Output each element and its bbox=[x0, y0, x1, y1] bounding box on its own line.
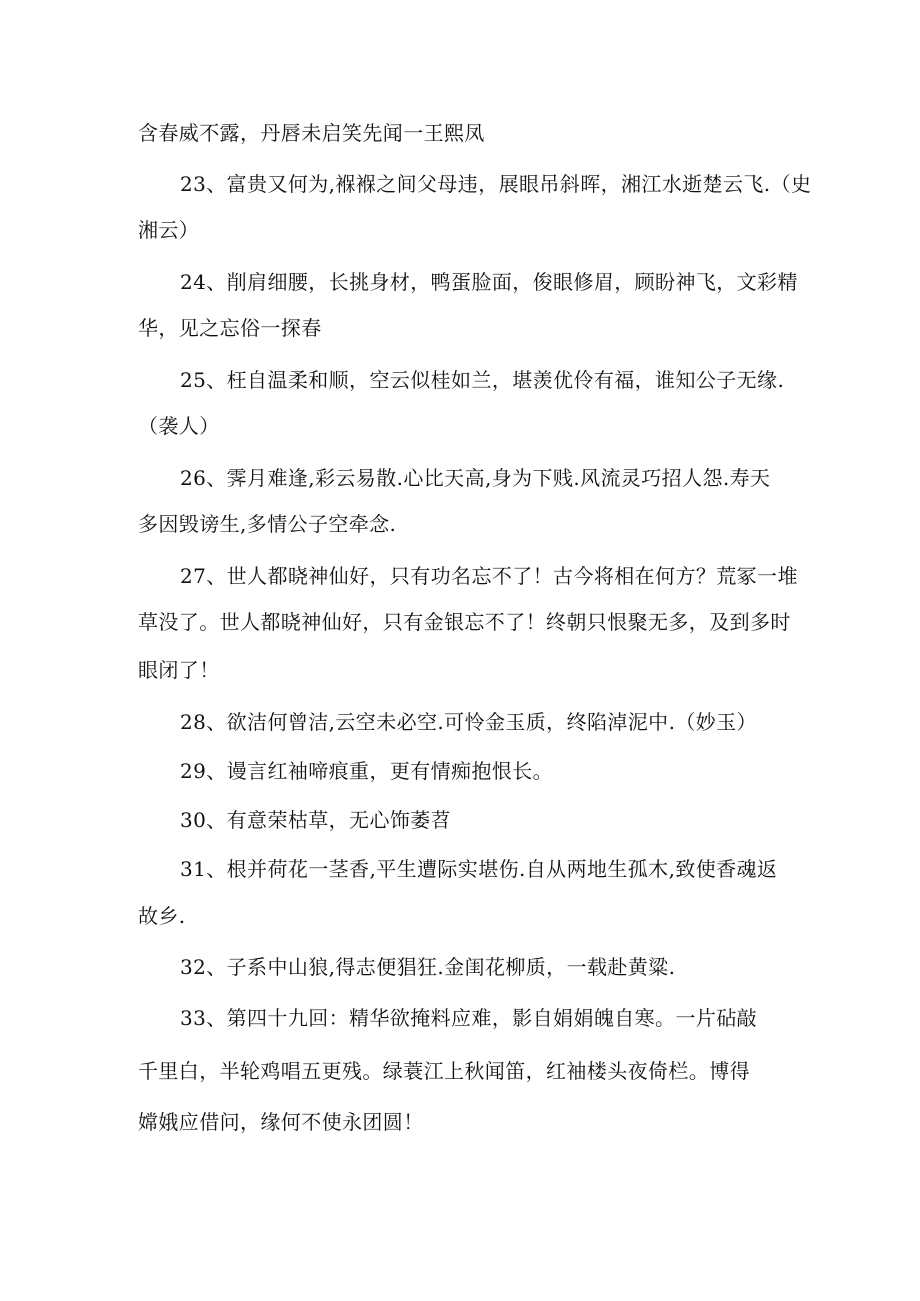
item-33-line-1: 33、第四十九回：精华欲掩料应难，影自娟娟魄自寒。一片砧敲 bbox=[180, 1006, 758, 1030]
item-31-line-1: 31、根并荷花一茎香,平生遭际实堪伤.自从两地生孤木,致使香魂返 bbox=[180, 857, 778, 881]
item-30-line: 30、有意荣枯草，无心饰萎苕 bbox=[180, 808, 452, 832]
item-32-line: 32、子系中山狼,得志便猖狂.金闺花柳质，一载赴黄粱. bbox=[180, 955, 676, 979]
item-23-line-2: 湘云） bbox=[138, 218, 200, 242]
text-line: 含春威不露，丹唇未启笑先闻一王熙凤 bbox=[138, 121, 485, 145]
item-25-line-2: （袭人） bbox=[138, 414, 220, 438]
item-33-line-3: 嫦娥应借问，缘何不使永团圆！ bbox=[138, 1110, 424, 1134]
item-29-line: 29、谩言红袖啼痕重，更有情痴抱恨长。 bbox=[180, 759, 554, 783]
item-23-line-1: 23、富贵又何为,褓褓之间父母违，展眼吊斜晖，湘江水逝楚云飞.（史 bbox=[180, 172, 812, 196]
item-24-line-2: 华，见之忘俗一探春 bbox=[138, 316, 322, 340]
item-27-line-3: 眼闭了！ bbox=[138, 658, 220, 682]
item-26-line-2: 多因毁谤生,多情公子空牵念. bbox=[138, 512, 397, 536]
item-33-line-2: 千里白，半轮鸡唱五更残。绿蓑江上秋闻笛，红袖楼头夜倚栏。博得 bbox=[138, 1059, 750, 1083]
item-26-line-1: 26、霁月难逢,彩云易散.心比天高,身为下贱.风流灵巧招人怨.寿天 bbox=[180, 466, 771, 490]
item-28-line: 28、欲洁何曾洁,云空未必空.可怜金玉质，终陷淖泥中.（妙玉） bbox=[180, 710, 757, 734]
item-24-line-1: 24、削肩细腰，长挑身材，鸭蛋脸面，俊眼修眉，顾盼神飞，文彩精 bbox=[180, 270, 798, 294]
item-25-line-1: 25、枉自温柔和顺，空云似桂如兰，堪羡优伶有福，谁知公子无缘. bbox=[180, 368, 785, 392]
item-27-line-1: 27、世人都晓神仙好，只有功名忘不了！古今将相在何方？荒冢一堆 bbox=[180, 564, 798, 588]
item-31-line-2: 故乡. bbox=[138, 904, 186, 928]
item-27-line-2: 草没了。世人都晓神仙好，只有金银忘不了！终朝只恨聚无多，及到多时 bbox=[138, 610, 791, 634]
